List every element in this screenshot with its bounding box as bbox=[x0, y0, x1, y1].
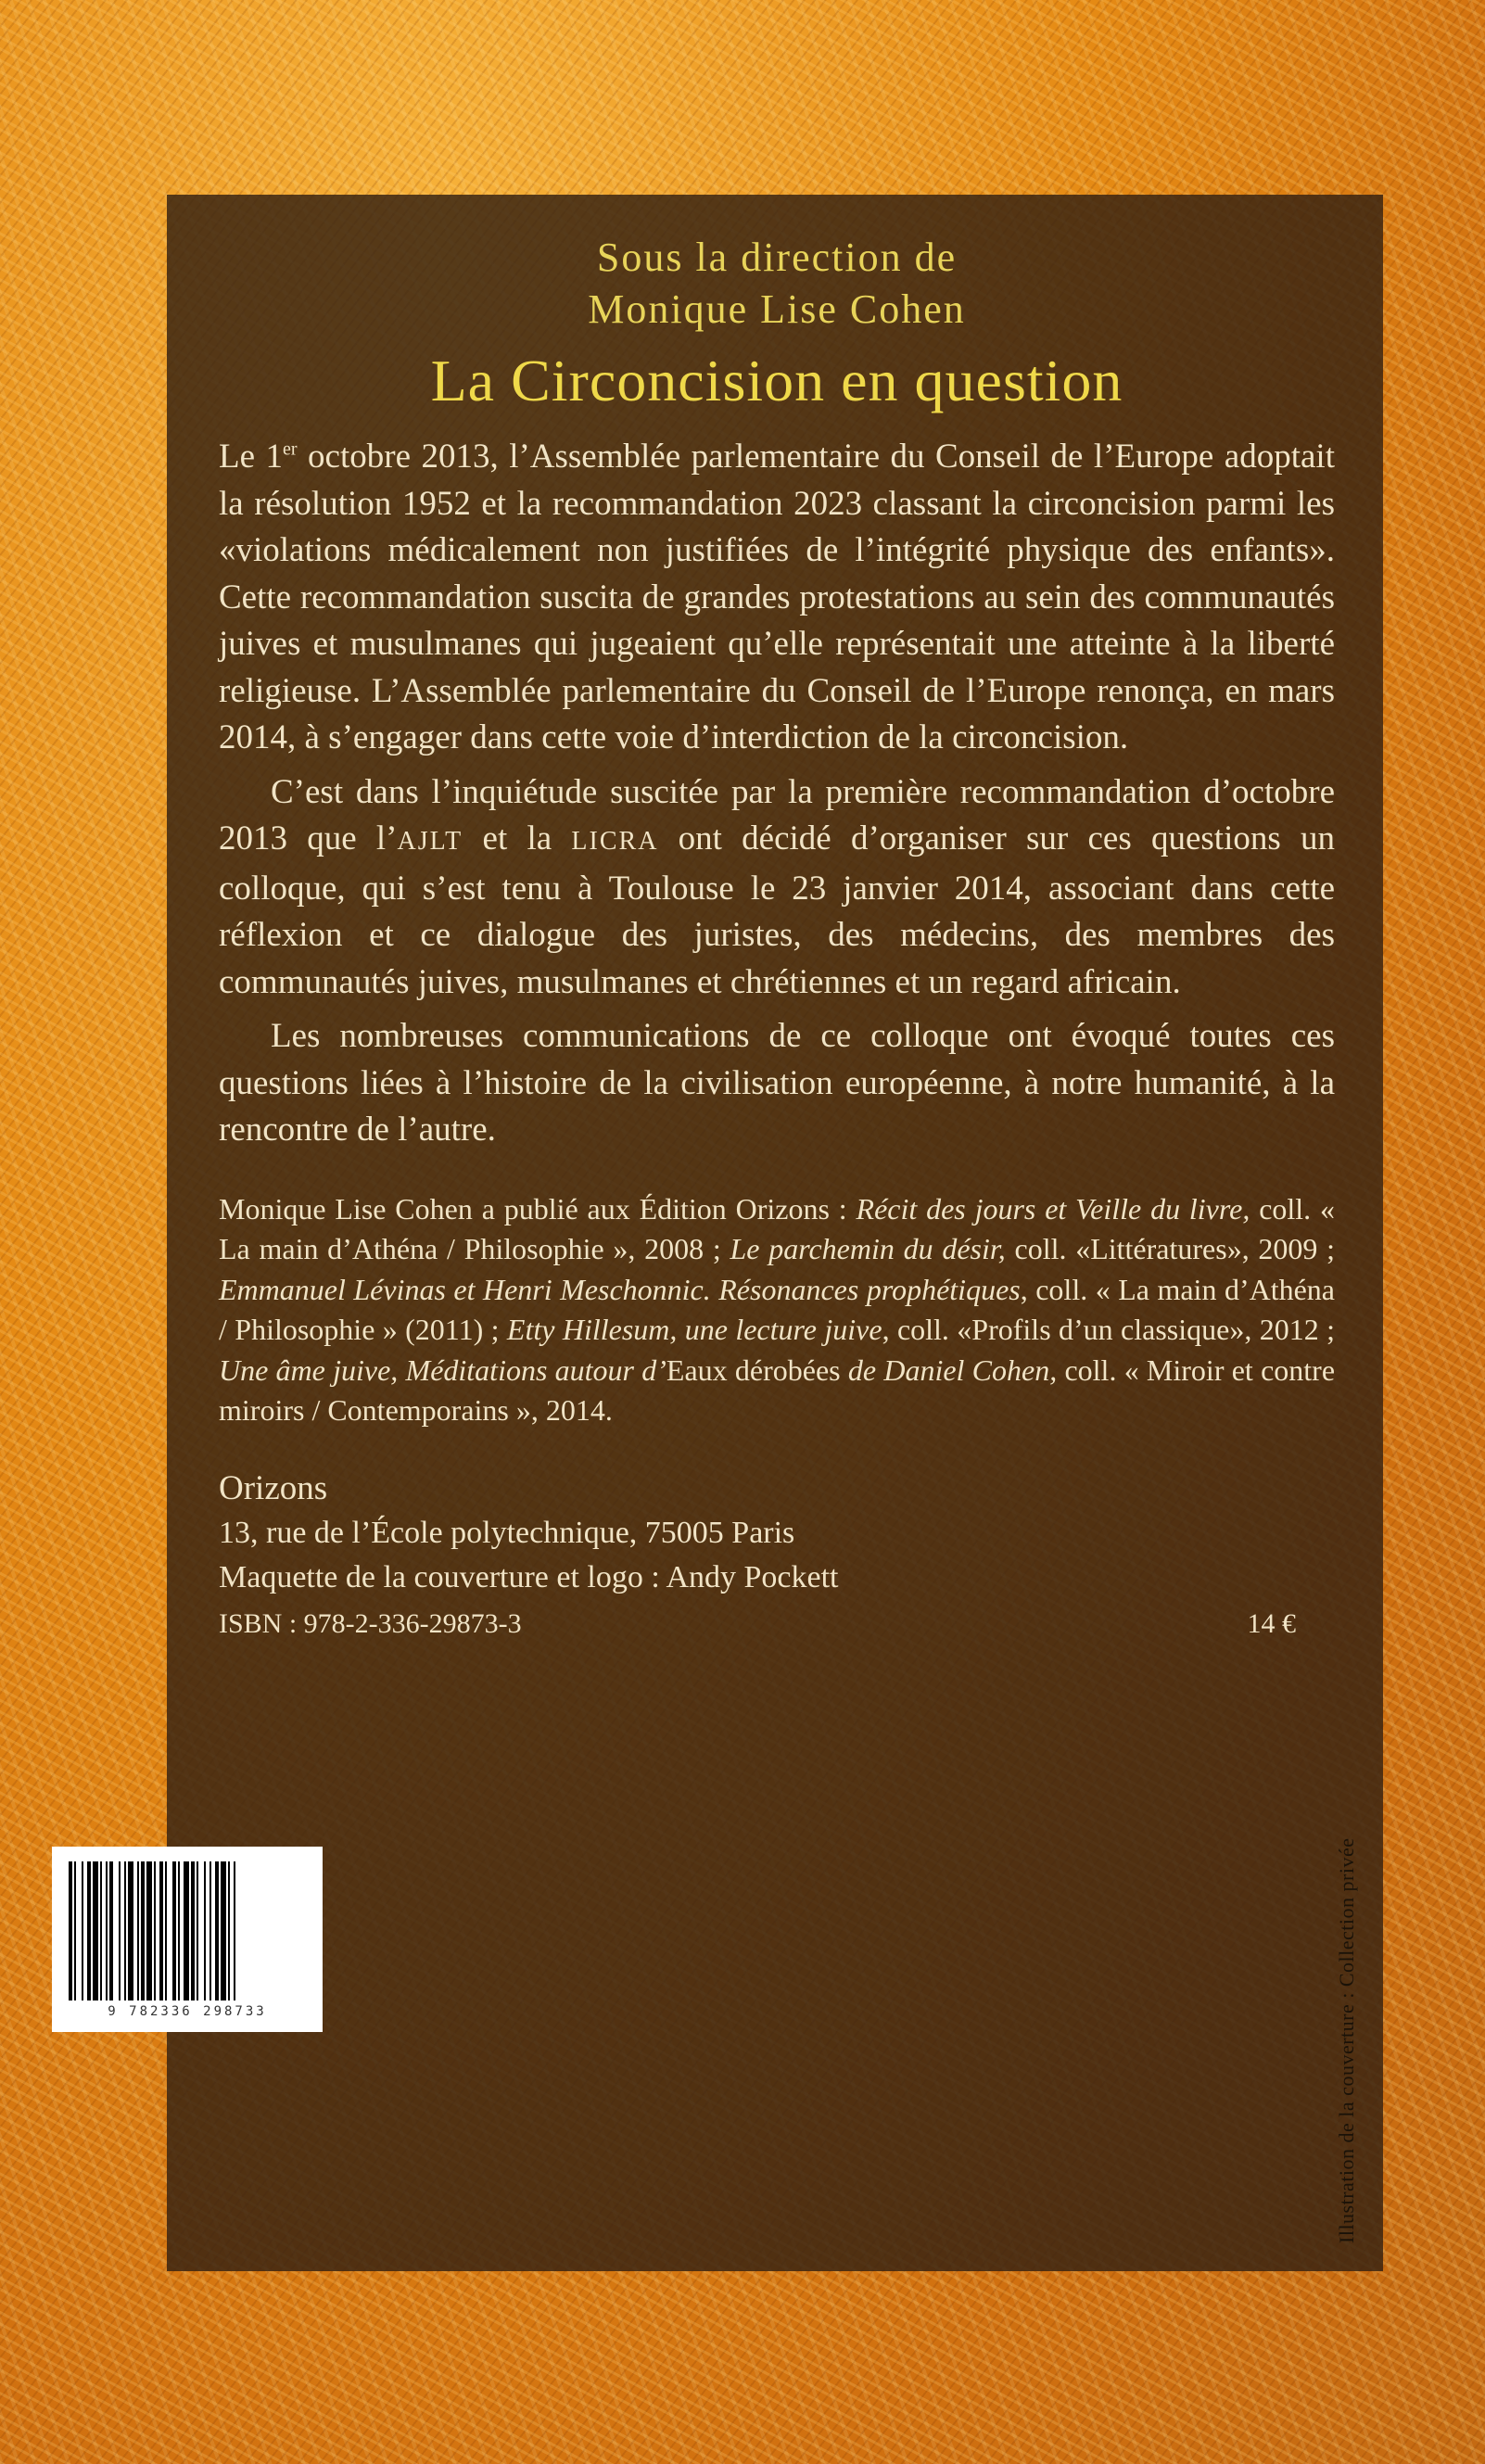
isbn: ISBN : 978-2-336-29873-3 bbox=[219, 1607, 522, 1639]
barcode-bar bbox=[106, 1861, 108, 2000]
barcode-bar bbox=[124, 1861, 126, 2000]
back-cover-panel bbox=[167, 195, 1383, 2271]
barcode-bar bbox=[204, 1861, 206, 2000]
blurb bbox=[219, 434, 1335, 1154]
book-title: La Circoncision en question bbox=[430, 348, 1123, 413]
barcode-bar bbox=[154, 1861, 156, 2000]
blurb-paragraph-1: Le 1er octobre 2013, l’Assemblée parlementaire du Conseil de l’Europe adoptait la résolution 1952 et la recommandation 2023 classant la circoncision parmi les «violations médicalement non justifiées de l’intégrité physique des enfants». Cette recommandation suscita de grandes protestations au sein des communautés juives et musulmanes qui jugeaient qu’elle représentait une atteinte à la liberté religieuse. L’Assemblée parlementaire du Conseil de l’Europe renonça, en mars 2014, à s’engager dans cette voie d’interdiction de la circoncision. bbox=[219, 438, 1335, 756]
barcode-bar bbox=[69, 1861, 72, 2000]
barcode-bar bbox=[137, 1861, 139, 2000]
isbn-row bbox=[219, 1604, 1335, 1645]
publisher-name: Orizons bbox=[219, 1468, 328, 1507]
barcode-bar bbox=[215, 1861, 219, 2000]
direction-label: Sous la direction de bbox=[596, 235, 958, 280]
barcode-digits: 9 782336 298733 bbox=[108, 2004, 267, 2019]
price: 14 € bbox=[1247, 1607, 1296, 1639]
barcode-bar bbox=[184, 1861, 189, 2000]
barcode-bar bbox=[159, 1861, 163, 2000]
barcode-bar bbox=[197, 1861, 198, 2000]
barcode-bar bbox=[165, 1861, 167, 2000]
barcode-bar bbox=[74, 1861, 76, 2000]
barcode-bar bbox=[119, 1861, 121, 2000]
barcode-bar bbox=[141, 1861, 145, 2000]
barcode bbox=[52, 1847, 323, 2032]
barcode-bar bbox=[100, 1861, 102, 2000]
licra-acronym: LICRA bbox=[571, 827, 659, 856]
barcode-bar bbox=[228, 1861, 230, 2000]
blurb-paragraph-3: Les nombreuses communications de ce colloque ont évoqué toutes ces questions liées à l’histoire de la civilisation européenne, à notre humanité, à la rencontre de l’autre. bbox=[219, 1017, 1335, 1149]
barcode-bar bbox=[178, 1861, 180, 2000]
barcode-bar bbox=[87, 1861, 91, 2000]
barcode-bar bbox=[146, 1861, 152, 2000]
barcode-bar bbox=[209, 1861, 211, 2000]
barcode-bar bbox=[82, 1861, 83, 2000]
barcode-bar bbox=[128, 1861, 133, 2000]
blurb-paragraph-2: C’est dans l’inquiétude suscitée par la première recommandation d’octobre 2013 que l’AJLT et la LICRA ont décidé d’organiser sur ces questions un colloque, qui s’est tenu à Toulouse le 23 janvier 2014, associant dans cette réflexion et ce dialogue des juristes, des médecins, des membres des communautés juives, musulmanes et chrétiennes et un regard africain. bbox=[219, 772, 1336, 1001]
barcode-bar bbox=[234, 1861, 235, 2000]
barcode-bar bbox=[93, 1861, 98, 2000]
barcode-bar bbox=[221, 1861, 226, 2000]
cover-design-credit: Maquette de la couverture et logo : Andy Pockett bbox=[219, 1559, 839, 1594]
illustration-credit: Illustration de la couverture : Collection privée bbox=[1335, 1837, 1358, 2243]
barcode-bar bbox=[172, 1861, 176, 2000]
editor-name: Monique Lise Cohen bbox=[588, 286, 966, 332]
author-bibliography: Monique Lise Cohen a publié aux Édition Orizons : Récit des jours et Veille du livre, coll. « La main d’Athéna / Philosophie », 2008 ; Le parchemin du désir, coll. «Littératures», 2009 ; Emmanuel Lévinas et Henri Meschonnic. Résonances prophétiques, coll. « La main d’Athéna / Philosophie » (2011) ; Etty Hillesum, une lecture juive, coll. «Profils d’un classique», 2012 ; Une âme juive, Méditations autour d’Eaux dérobées de Daniel Cohen, coll. « Miroir et contre miroirs / Contemporains », 2014. bbox=[219, 1191, 1336, 1427]
barcode-bar bbox=[109, 1861, 113, 2000]
publisher-address: 13, rue de l’École polytechnique, 75005 Paris bbox=[219, 1515, 795, 1550]
barcode-bar bbox=[191, 1861, 195, 2000]
ajlt-acronym: AJLT bbox=[397, 827, 463, 856]
barcode-bars bbox=[65, 1861, 310, 2000]
